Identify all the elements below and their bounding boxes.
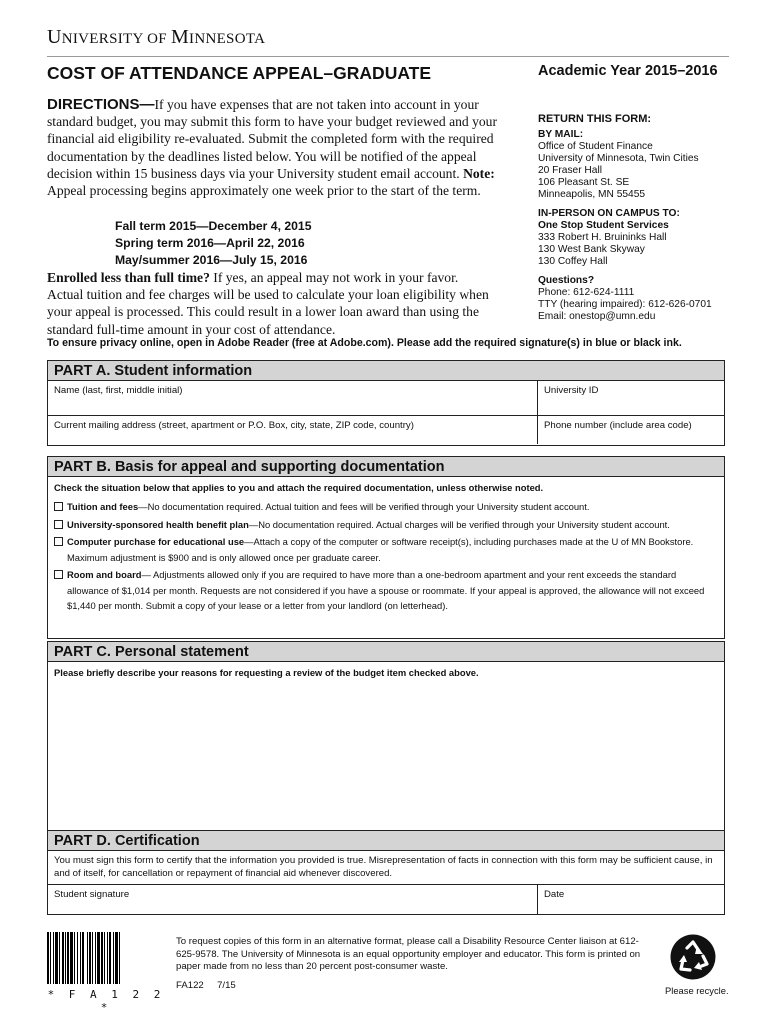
footer-notice: To request copies of this form in an alternative format, please call a Disability Resource Center liaison at 612-625-9578. The University of Minnesota is an equal opportunity employer and educator. This form is printed on paper made from no less than 20 percent post-consumer waste. — [176, 936, 641, 972]
phone-link[interactable]: Phone: 612-624-1111 — [538, 287, 635, 298]
certification-text: You must sign this form to certify that the information you provided is true. Misrepresentation of facts in connection with this form may be sufficient cause, in and of itself, for cancellation or repayment of financial aid whenever discovered. — [54, 855, 713, 879]
part-b-instruction: Check the situation below that applies to you and attach the required documentation, unless otherwise noted. — [54, 482, 544, 493]
form-code: FA122 7/15 — [176, 980, 236, 991]
part-d-section — [47, 830, 725, 915]
tuition-fees-checkbox[interactable] — [54, 502, 63, 511]
university-id-field[interactable]: University ID — [537, 381, 724, 415]
deadline-list — [115, 218, 311, 269]
header-divider — [47, 56, 729, 57]
computer-purchase-checkbox[interactable] — [54, 537, 63, 546]
personal-statement-field[interactable] — [48, 678, 724, 828]
questions-label: Questions? — [538, 275, 595, 286]
deadline-fall: Fall term 2015—December 4, 2015 — [115, 219, 312, 233]
mailing-address-field[interactable]: Current mailing address (street, apartment or P.O. Box, city, state, ZIP code, country) — [54, 420, 414, 431]
part-b-title: PART B. Basis for appeal and supporting documentation — [48, 457, 724, 477]
room-board-checkbox[interactable] — [54, 570, 63, 579]
directions-text: DIRECTIONS—If you have expenses that are not taken into account in your standard budget, you may submit this form to have your budget reviewed and your financial aid eligibility re-evaluated. Submit the completed form with the required documentation by the deadlines listed below. You will be notified of the appeal decision within 15 business days via your University student email account. Note: Appeal processing begins approximately one week prior to the start of the term. — [47, 96, 498, 199]
by-mail-label: BY MAIL: — [538, 129, 584, 140]
part-c-title: PART C. Personal statement — [48, 642, 724, 662]
recycle-label: Please recycle. — [665, 985, 729, 996]
privacy-notice: To ensure privacy online, open in Adobe Reader (free at Adobe.com). Please add the required signature(s) in blue or black ink. — [47, 337, 682, 349]
student-signature-field[interactable]: Student signature — [54, 889, 130, 900]
part-b-section — [47, 456, 725, 639]
recycle-icon — [670, 934, 716, 980]
part-a-section — [47, 360, 725, 446]
barcode — [47, 932, 165, 984]
option-health-plan: University-sponsored health benefit plan—No documentation required. Actual charges will be verified through your University student account. — [54, 517, 718, 533]
part-c-instruction: Please briefly describe your reasons for requesting a review of the budget item checked above. — [54, 667, 479, 678]
deadline-spring: Spring term 2016—April 22, 2016 — [115, 236, 305, 250]
option-computer-purchase: Computer purchase for educational use—Attach a copy of the computer or software receipt(s), including purchases made at the U of MN Bookstore. Maximum adjustment is $900 and is only allowed once per graduate career. — [54, 534, 718, 565]
university-logo-text: UNIVERSITY OF MINNESOTA — [47, 26, 266, 48]
directions-heading: DIRECTIONS— — [47, 96, 155, 113]
phone-number-field[interactable]: Phone number (include area code) — [537, 416, 724, 444]
enrolled-notice: Enrolled less than full time? If yes, an appeal may not work in your favor. Actual tuition and fee charges will be used to calculate your loan eligibility when your appeal is processed. This could result in a lower loan award than using the standard full-time amount in your cost of attendance. — [47, 270, 489, 337]
form-title: COST OF ATTENDANCE APPEAL–GRADUATE — [47, 63, 432, 83]
health-plan-checkbox[interactable] — [54, 520, 63, 529]
barcode-bar — [120, 932, 122, 984]
part-c-section — [47, 641, 725, 832]
part-a-title: PART A. Student information — [48, 361, 724, 381]
email-link[interactable]: Email: onestop@umn.edu — [538, 311, 656, 322]
in-person-name: One Stop Student Services — [538, 220, 669, 231]
return-form-info: RETURN THIS FORM: BY MAIL: Office of Student Finance University of Minnesota, Twin Cities 20 Fraser Hall 106 Pleasant St. SE Minneapolis, MN 55455 IN-PERSON ON CAMPUS TO: One Stop Student Services 333 Robert H. Bruininks Hall 130 West Bank Skyway 130 Coffey Hall Questions? Phone: 612-624-1111 TTY (hearing impaired): 612-626-0701 Email: onestop@umn.edu — [538, 113, 712, 322]
option-room-board: Room and board— Adjustments allowed only if you are required to have more than a one-bedroom apartment and your rent exceeds the standard allowance of $1,014 per month. Requests are not considered if you have a spouse or roommate. If your appeal is approved, the allowance will not exceed $1,440 per month. Submit a copy of your lease or a letter from your landlord (on letterhead). — [54, 567, 718, 614]
return-form-heading: RETURN THIS FORM: — [538, 113, 652, 125]
option-tuition-fees: Tuition and fees—No documentation required. Actual tuition and fees will be verified through your University student account. — [54, 499, 718, 515]
part-d-title: PART D. Certification — [48, 831, 724, 851]
academic-year: Academic Year 2015–2016 — [538, 63, 718, 79]
date-field[interactable]: Date — [537, 885, 724, 914]
in-person-label: IN-PERSON ON CAMPUS TO: — [538, 208, 680, 219]
barcode-text: * F A 1 2 2 * — [47, 988, 165, 1014]
deadline-summer: May/summer 2016—July 15, 2016 — [115, 253, 308, 267]
name-field[interactable]: Name (last, first, middle initial) — [54, 385, 183, 396]
